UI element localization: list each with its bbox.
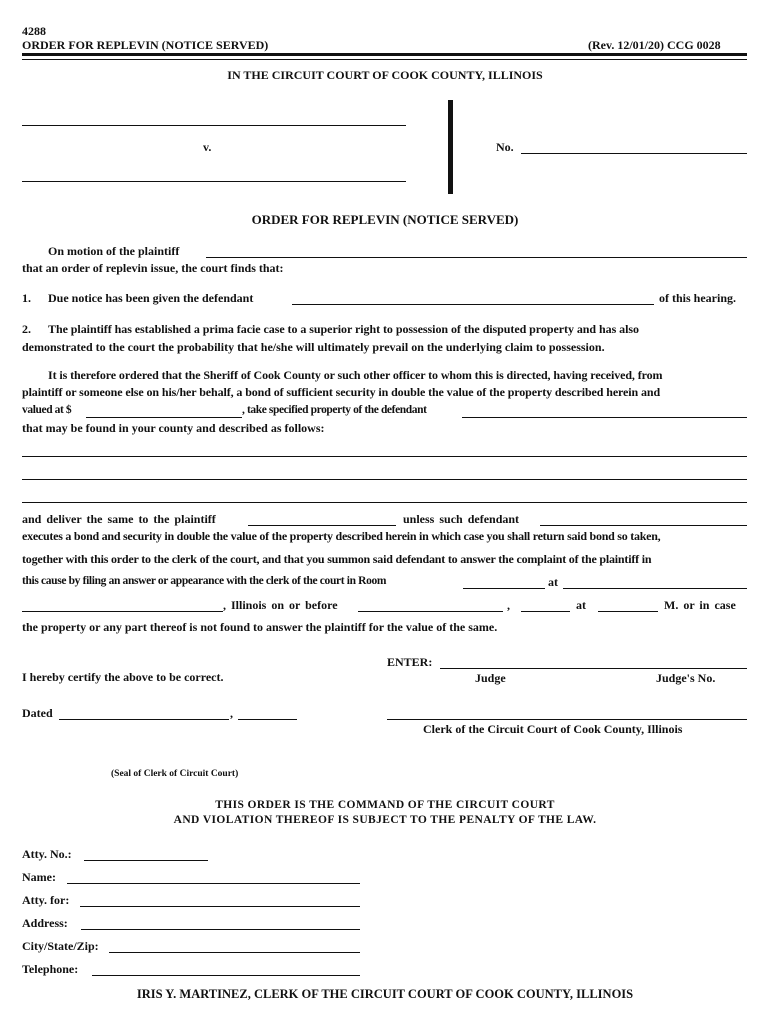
- room-field[interactable]: [463, 588, 545, 589]
- time-field[interactable]: [598, 611, 658, 612]
- finding1-end: of this hearing.: [659, 291, 737, 305]
- valued-at-label: valued at $: [22, 404, 72, 416]
- dated-field[interactable]: [59, 719, 229, 720]
- header-thick-rule: [22, 53, 747, 56]
- property-description-line-1[interactable]: [22, 456, 747, 457]
- atty-for-label: Atty. for:: [22, 893, 70, 907]
- deliver-plaintiff-field[interactable]: [248, 525, 396, 526]
- plaintiff-name-field[interactable]: [22, 125, 406, 126]
- atty-no-field[interactable]: [84, 860, 208, 861]
- atty-no-label: Atty. No.:: [22, 847, 72, 861]
- form-number: 4288: [22, 24, 46, 38]
- date-comma: ,: [507, 598, 510, 612]
- take-property-label: , take specified property of the defendant: [242, 404, 427, 416]
- illinois-label: , Illinois on or before: [223, 598, 338, 612]
- executes-line: executes a bond and security in double the value of the property described herein in which case you shall return said bond so taken,: [22, 529, 661, 543]
- court-address-field[interactable]: [563, 588, 747, 589]
- city-state-zip-field[interactable]: [109, 952, 360, 953]
- found-in-county-label: that may be found in your county and described as follows:: [22, 421, 325, 435]
- finding2-number: 2.: [22, 322, 31, 336]
- defendant-property-field[interactable]: [462, 417, 747, 418]
- judge-signature-field[interactable]: [440, 668, 747, 669]
- cause-line: this cause by filing an answer or appearance with the clerk of the court in Room: [22, 575, 387, 587]
- clerk-footer: IRIS Y. MARTINEZ, CLERK OF THE CIRCUIT COURT OF COOK COUNTY, ILLINOIS: [136, 987, 634, 1001]
- motion-continuation: that an order of replevin issue, the court finds that:: [22, 261, 284, 275]
- telephone-label: Telephone:: [22, 962, 79, 976]
- dated-year-field[interactable]: [238, 719, 297, 720]
- plaintiff-motion-field[interactable]: [206, 257, 747, 258]
- court-title: IN THE CIRCUIT COURT OF COOK COUNTY, ILLINOIS: [227, 68, 543, 82]
- deliver-label: and deliver the same to the plaintiff: [22, 512, 216, 526]
- order-line2: plaintiff or someone else on his/her behalf, a bond of sufficient security in double the value of the property described herein and: [22, 385, 661, 399]
- telephone-field[interactable]: [92, 975, 360, 976]
- address-label: Address:: [22, 916, 68, 930]
- at-address-label: at: [548, 575, 558, 589]
- dated-comma: ,: [230, 706, 233, 720]
- command-line2: AND VIOLATION THEREOF IS SUBJECT TO THE PENALTY OF THE LAW.: [173, 814, 597, 826]
- property-description-line-2[interactable]: [22, 479, 747, 480]
- versus-label: v.: [203, 140, 212, 154]
- order-title: ORDER FOR REPLEVIN (NOTICE SERVED): [251, 212, 519, 227]
- revision-label: (Rev. 12/01/20) CCG 0028: [588, 38, 721, 52]
- name-label: Name:: [22, 870, 56, 884]
- clerk-label: Clerk of the Circuit Court of Cook County, Illinois: [423, 722, 683, 736]
- defendant-name-field[interactable]: [22, 181, 406, 182]
- clerk-signature-field[interactable]: [387, 719, 747, 720]
- together-line: together with this order to the clerk of the court, and that you summon said defendant to answer the complaint of the plaintiff in: [22, 552, 652, 566]
- property-description-line-3[interactable]: [22, 502, 747, 503]
- order-line1: It is therefore ordered that the Sheriff of Cook County or such other officer to whom this is directed, having received, from: [48, 368, 663, 382]
- judge-label: Judge: [475, 671, 506, 685]
- finding2-line2: demonstrated to the court the probability that he/she will ultimately prevail on the underlying claim to possession.: [22, 340, 605, 354]
- case-number-label: No.: [496, 140, 514, 154]
- case-number-field[interactable]: [521, 153, 747, 154]
- unless-defendant-field[interactable]: [540, 525, 747, 526]
- certify-text: I hereby certify the above to be correct.: [22, 670, 224, 684]
- finding1-number: 1.: [22, 291, 31, 305]
- header-thin-rule: [22, 59, 747, 60]
- appearance-date-field[interactable]: [358, 611, 503, 612]
- finding2-line1: The plaintiff has established a prima facie case to a superior right to possession of the disputed property and has also: [48, 322, 639, 336]
- at-time-label: at: [576, 598, 586, 612]
- enter-label: ENTER:: [387, 655, 433, 669]
- year-field[interactable]: [521, 611, 570, 612]
- seal-label: (Seal of Clerk of Circuit Court): [111, 769, 239, 779]
- name-field[interactable]: [67, 883, 360, 884]
- finding1-text: Due notice has been given the defendant: [48, 291, 254, 305]
- atty-for-field[interactable]: [80, 906, 360, 907]
- m-or-in-case-label: M. or in case: [664, 598, 736, 612]
- judge-no-label: Judge's No.: [656, 671, 716, 685]
- unless-defendant-label: unless such defendant: [403, 512, 520, 526]
- property-value-field[interactable]: [86, 417, 242, 418]
- motion-label: On motion of the plaintiff: [48, 244, 180, 258]
- defendant-notice-field[interactable]: [292, 304, 654, 305]
- address-field[interactable]: [81, 929, 360, 930]
- dated-label: Dated: [22, 706, 53, 720]
- command-line1: THIS ORDER IS THE COMMAND OF THE CIRCUIT COURT: [215, 799, 555, 811]
- property-line: the property or any part thereof is not found to answer the plaintiff for the value of the same.: [22, 620, 498, 634]
- city-field[interactable]: [22, 611, 223, 612]
- form-title-header: ORDER FOR REPLEVIN (NOTICE SERVED): [22, 38, 269, 52]
- caption-divider: [448, 100, 453, 194]
- city-state-zip-label: City/State/Zip:: [22, 939, 99, 953]
